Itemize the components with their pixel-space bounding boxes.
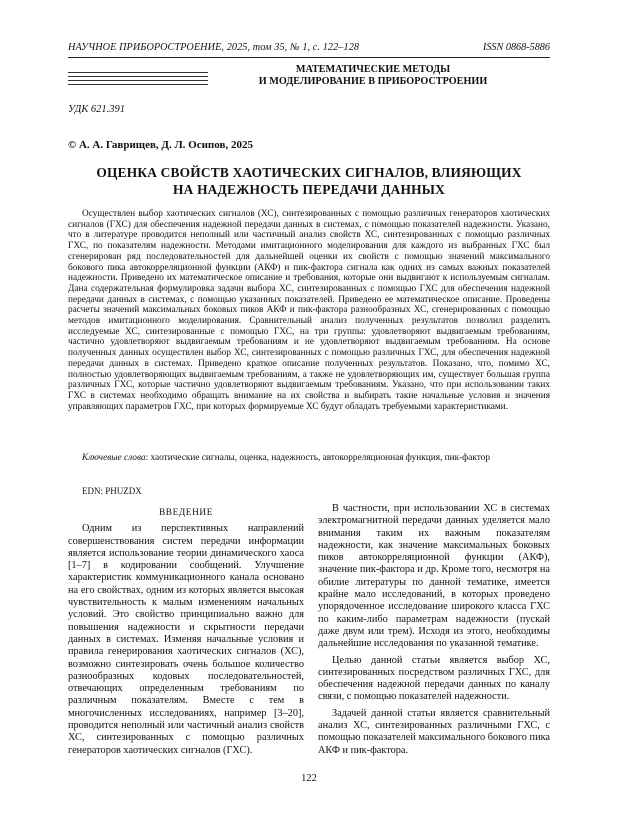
section-title <box>216 64 530 88</box>
section-title-line1: МАТЕМАТИЧЕСКИЕ МЕТОДЫ <box>295 64 451 75</box>
authors-line: © А. А. Гаврищев, Д. Л. Осипов, 2025 <box>68 139 253 151</box>
right-column <box>318 503 550 757</box>
keywords-label: Ключевые слова <box>82 453 146 463</box>
keywords <box>82 453 550 464</box>
section-block <box>68 64 550 92</box>
intro-paragraph-2: В частности, при использовании ХС в системах электромагнитной передачи данных уделяется мало внимания таким их важным показателям надежности, как значение максимальных боковых пиков автокорреляционной функции (АКФ), значение пик-фактора и др. Кроме того, несмотря на обилие литературы по данной тематике, имеется крайне мало исследований, в которых проведено упорядоченное исследование широкого класса ГХС по каким-либо параметрам надежности (пускай даже двум или трем). Исходя из этого, необходимы дальнейшие исследования по указанной тематике. <box>318 503 550 650</box>
header-rule <box>68 57 550 58</box>
intro-paragraph-4: Задачей данной статьи является сравнительный анализ ХС, синтезированных различными ГХС, с помощью показателей максимального бокового пика АКФ и пик-фактора. <box>318 707 550 756</box>
edn-code: EDN: PHUZDX <box>82 486 142 496</box>
paper-title-line1: ОЦЕНКА СВОЙСТВ ХАОТИЧЕСКИХ СИГНАЛОВ, ВЛИЯЮЩИХ <box>96 165 522 180</box>
udk-code: УДК 621.391 <box>68 104 126 115</box>
left-column <box>68 507 304 757</box>
keywords-text: : хаотические сигналы, оценка, надежность, автокорреляционная функция, пик-фактор <box>145 453 490 463</box>
paper-title <box>68 164 550 198</box>
abstract: Осуществлен выбор хаотических сигналов (ХС), синтезированных с помощью различных генераторов хаотических сигналов (ГХС) для обеспечения надежной передачи данных в системах, с помощью показателей надежности. Указано, что в литературе проводится неполный или частичный анализ свойств ХС, синтезированных с помощью различных ГХС, по показателям надежности. Методами имитационного моделирования для каждого из выбранных ГХС был сгенерирован ряд последовательностей для дальнейшей оценки их свойств с помощью значений максимального бокового пика автокорреляционной функции (АКФ) и пик-фактора сигнала как одних из самых важных показателей надежности. Приведено их математическое описание и требования, которые они выдвигают к используемым сигналам. Дана содержательная формулировка задачи выбора ХС, синтезированных с помощью ГХС для обеспечения надежной передачи данных в системах, с помощью указанных показателей. Приведено ее математическое описание. Проведены расчеты значений максимальных боковых пиков АКФ и пик-фактора разнообразных ХС, сгенерированных с помощью методов имитационного моделирования. Сравнительный анализ полученных результатов позволил разделить исследуемые ХС, синтезированные с помощью ГХС, на три группы: удовлетворяют выдвигаемым требованиям, частично удовлетворяют выдвигаемым требованиям и не удовлетворяют выдвигаемым требованиям. На основе полученных данных осуществлен выбор ХС, синтезированных с помощью различных ГХС, для обеспечения надежной передачи данных в системах. Приведено краткое описание полученных результатов. Показано, что, помимо ХС, полностью удовлетворяющих выдвигаемым требованиям, а также не удовлетворяющих им, существует большая группа различных ГХС, которые частично удовлетворяют выдвигаемым требованиям. Указано, что при использовании таких ГХС в системах необходимо обращать внимание на их свойства и выбирать такие начальные условия и значения управляющих параметров ГХС, при которых формируемые ХС будут обладать требуемыми характеристиками. <box>68 209 550 412</box>
introduction-heading: ВВЕДЕНИЕ <box>158 508 213 518</box>
section-title-line2: И МОДЕЛИРОВАНИЕ В ПРИБОРОСТРОЕНИИ <box>258 76 488 87</box>
section-decor-lines <box>68 72 208 88</box>
journal-header: НАУЧНОЕ ПРИБОРОСТРОЕНИЕ, 2025, том 35, № 1, c. 122–128 <box>68 42 360 53</box>
intro-paragraph-3: Целью данной статьи является выбор ХС, синтезированных посредством различных ГХС, для обеспечения надежной передачи данных по каналу связи, с помощью показателей надежности. <box>318 654 550 703</box>
page-number: 122 <box>301 773 317 784</box>
paper-title-line2: НА НАДЕЖНОСТЬ ПЕРЕДАЧИ ДАННЫХ <box>173 182 445 197</box>
issn-header: ISSN 0868-5886 <box>482 42 550 53</box>
intro-paragraph-1: Одним из перспективных направлений совершенствования систем передачи информации является использование теории динамического хаоса [1–7] в кодировании сообщений. Улучшение характеристик коммуникационного канала основано на его свойствах, одним из которых является высокая чувствительность к малым изменениям начальных условий. Это свойство принципиально важно для повышения надежности и скрытности передачи данных в системах. Изменяя начальные условия и правила генерирования хаотических сигналов (ХС), возможно синтезировать очень большое количество разнообразных кодовых последовательностей, отвечающих определенным требованиям по различным показателям. Вместе с тем в многочисленных исследованиях, например [3–20], проводится неполный или частичный анализ свойств ХС, синтезированных с помощью различных генераторов хаотических сигналов (ГХС). <box>68 523 304 756</box>
